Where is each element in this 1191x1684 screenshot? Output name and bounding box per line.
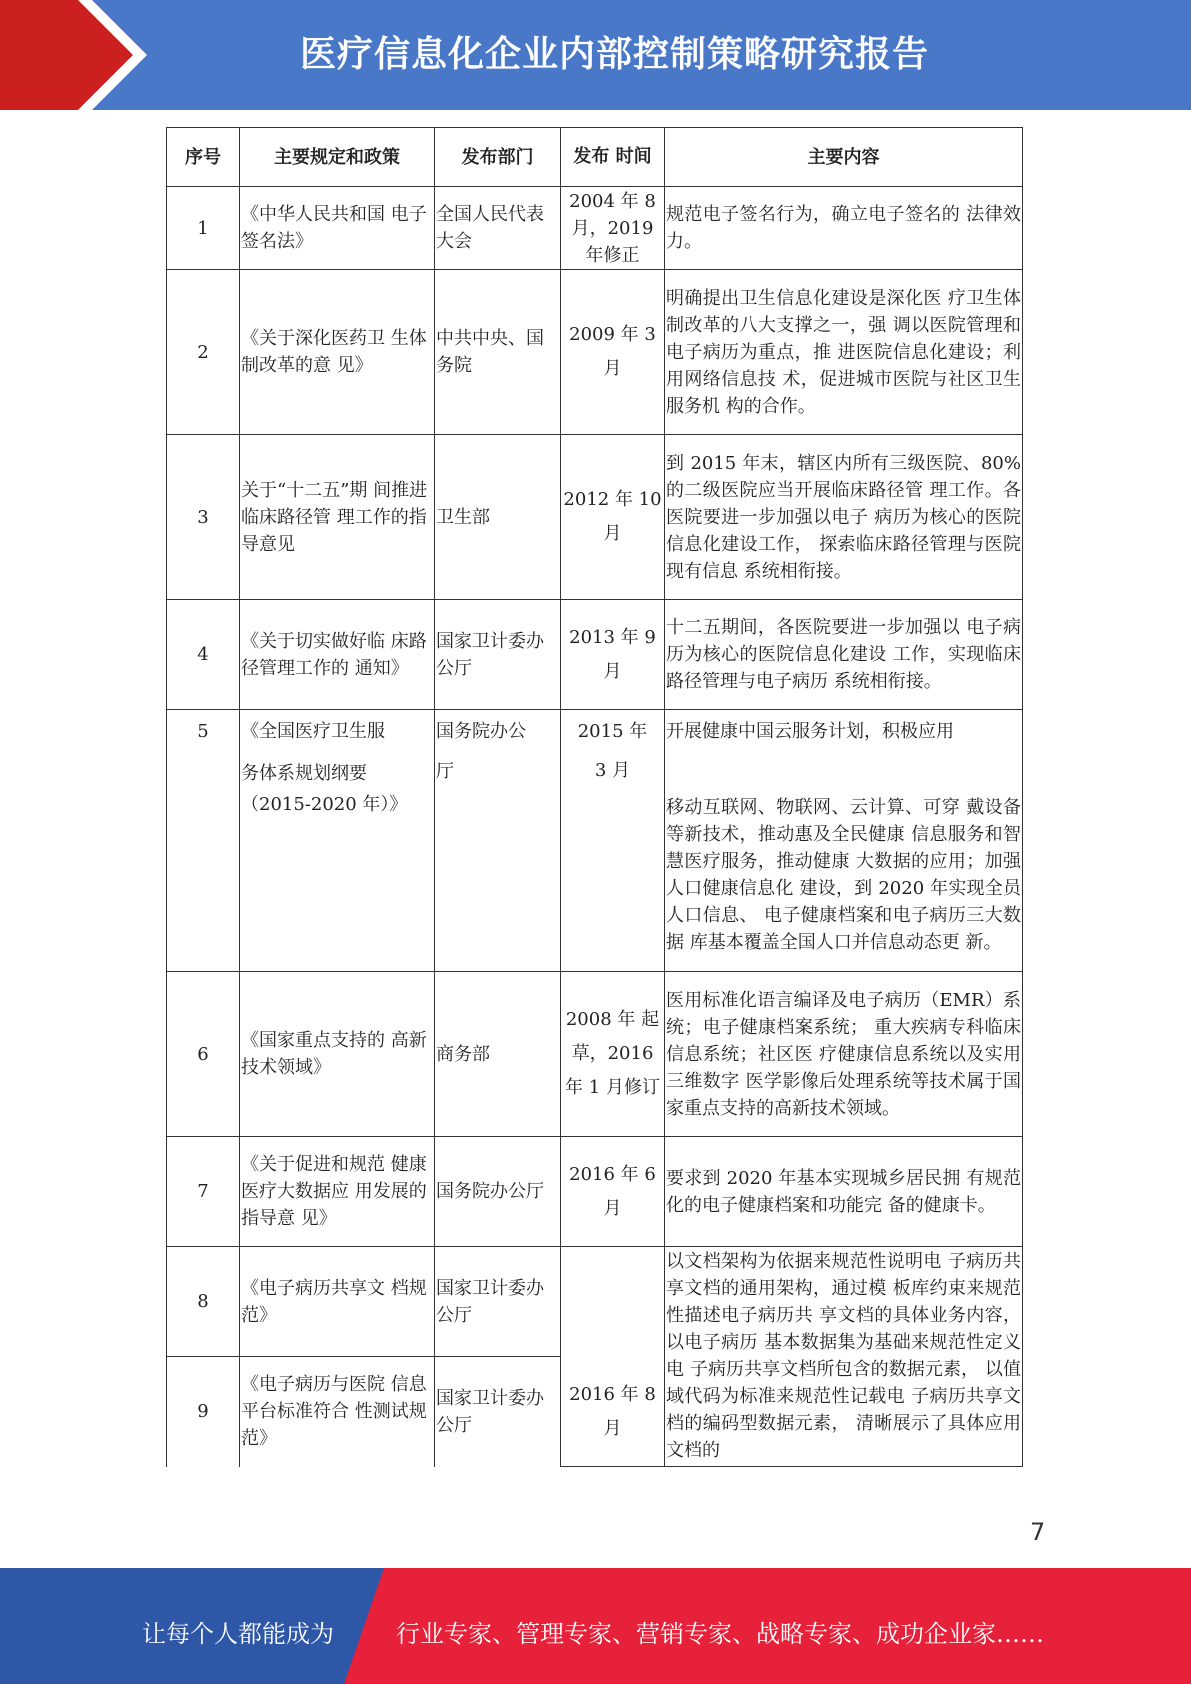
policy-table (166, 127, 1023, 1467)
publish-time: 2008 年 起草，2016 年 1 月修订 (561, 972, 665, 1137)
document-title: 医疗信息化企业内部控制策略研究报告 (300, 34, 930, 75)
policy-name: 《关于切实做好临 床路径管理工作的 通知》 (240, 600, 435, 710)
header-time: 发布 时间 (561, 128, 665, 187)
table-row (167, 1247, 1023, 1357)
policy-name: 《电子病历与医院 信息平台标准符合 性测试规范》 (240, 1357, 435, 1467)
publish-time: 2016 年 8 月 (561, 1247, 665, 1467)
row-number: 9 (167, 1357, 240, 1467)
row-number: 4 (167, 600, 240, 710)
header-dept: 发布部门 (435, 128, 561, 187)
publisher: 国家卫计委办公厅 (435, 1247, 561, 1357)
row-number: 3 (167, 435, 240, 600)
policy-name: 《关于深化医药卫 生体制改革的意 见》 (240, 270, 435, 435)
publisher: 国务院办公 (435, 710, 561, 754)
publish-time: 3 月 (561, 754, 665, 972)
publisher: 商务部 (435, 972, 561, 1137)
content-text: 移动互联网、物联网、云计算、可穿 戴设备等新技术，推动惠及全民健康 信息服务和智慧医疗服务，推动健康 大数据的应用；加强人口健康信息化 建设，到 2020 年实现全员人口信息、 电子健康档案和电子病历三大数据 库基本覆盖全国人口并信息动态更 新。 (665, 754, 1023, 972)
publish-time: 2004 年 8 月，2019 年修正 (561, 187, 665, 270)
content-text: 十二五期间，各医院要进一步加强以 电子病历为核心的医院信息化建设 工作，实现临床路径管理与电子病历 系统相衔接。 (665, 600, 1023, 710)
row-number: 7 (167, 1137, 240, 1247)
header-no: 序号 (167, 128, 240, 187)
row-number: 5 (167, 710, 240, 754)
content-text: 要求到 2020 年基本实现城乡居民拥 有规范化的电子健康档案和功能完 备的健康卡。 (665, 1137, 1023, 1247)
header-chevron-decoration (0, 0, 160, 110)
footer-slogan-left: 让每个人都能成为 (142, 1620, 334, 1648)
policy-name: 《中华人民共和国 电子签名法》 (240, 187, 435, 270)
table-row (167, 435, 1023, 600)
row-number (167, 754, 240, 972)
publish-time: 2015 年 (561, 710, 665, 754)
footer-slogan-right: 行业专家、管理专家、营销专家、战略专家、成功企业家…… (396, 1620, 1044, 1648)
row-number: 8 (167, 1247, 240, 1357)
content-text: 明确提出卫生信息化建设是深化医 疗卫生体制改革的八大支撑之一，强 调以医院管理和电子病历为重点，推 进医院信息化建设；利用网络信息技 术，促进城市医院与社区卫生服务机 构的合作。 (665, 270, 1023, 435)
row-number: 6 (167, 972, 240, 1137)
content-text: 规范电子签名行为，确立电子签名的 法律效力。 (665, 187, 1023, 270)
policy-table-container (166, 127, 1023, 1467)
table-row (167, 710, 1023, 754)
publish-time: 2013 年 9 月 (561, 600, 665, 710)
publish-time: 2016 年 6 月 (561, 1137, 665, 1247)
table-row (167, 600, 1023, 710)
header-content: 主要内容 (665, 128, 1023, 187)
table-row (167, 1137, 1023, 1247)
policy-name: 《电子病历共享文 档规范》 (240, 1247, 435, 1357)
publisher: 国家卫计委办公厅 (435, 1357, 561, 1467)
header-policy: 主要规定和政策 (240, 128, 435, 187)
publisher: 全国人民代表大会 (435, 187, 561, 270)
publisher: 国务院办公厅 (435, 1137, 561, 1247)
content-text: 开展健康中国云服务计划，积极应用 (665, 710, 1023, 754)
page-number: 7 (1030, 1518, 1046, 1546)
table-row (167, 270, 1023, 435)
publisher: 厅 (435, 754, 561, 972)
publisher: 国家卫计委办公厅 (435, 600, 561, 710)
content-text: 以文档架构为依据来规范性说明电 子病历共享文档的通用架构，通过模 板库约束来规范性描述电子病历共 享文档的具体业务内容，以电子病历 基本数据集为基础来规范性定义电 子病历共享文档所包含的数据元素， 以值域代码为标准来规范性记载电 子病历共享文档的编码型数据元素， 清晰展示了具体应用文档的 (665, 1247, 1023, 1467)
publisher: 中共中央、国务院 (435, 270, 561, 435)
content-text: 医用标准化语言编译及电子病历（EMR）系统；电子健康档案系统； 重大疾病专科临床信息系统；社区医 疗健康信息系统以及实用三维数字 医学影像后处理系统等技术属于国 家重点支持的高新技术领域。 (665, 972, 1023, 1137)
publisher: 卫生部 (435, 435, 561, 600)
publish-time: 2009 年 3 月 (561, 270, 665, 435)
content-text: 到 2015 年末，辖区内所有三级医院、80%的二级医院应当开展临床路径管 理工作。各医院要进一步加强以电子 病历为核心的医院信息化建设工作， 探索临床路径管理与医院现有信息 系统相衔接。 (665, 435, 1023, 600)
policy-name: 《国家重点支持的 高新技术领域》 (240, 972, 435, 1137)
table-row (167, 972, 1023, 1137)
publish-time: 2012 年 10 月 (561, 435, 665, 600)
policy-name: 《关于促进和规范 健康医疗大数据应 用发展的指导意 见》 (240, 1137, 435, 1247)
policy-name: 关于“十二五”期 间推进临床路径管 理工作的指导意见 (240, 435, 435, 600)
table-row-continuation (167, 754, 1023, 972)
table-row (167, 187, 1023, 270)
policy-name: 务体系规划纲要（2015-2020 年）》 (240, 754, 435, 972)
table-header-row (167, 128, 1023, 187)
policy-name: 《全国医疗卫生服 (240, 710, 435, 754)
row-number: 2 (167, 270, 240, 435)
row-number: 1 (167, 187, 240, 270)
